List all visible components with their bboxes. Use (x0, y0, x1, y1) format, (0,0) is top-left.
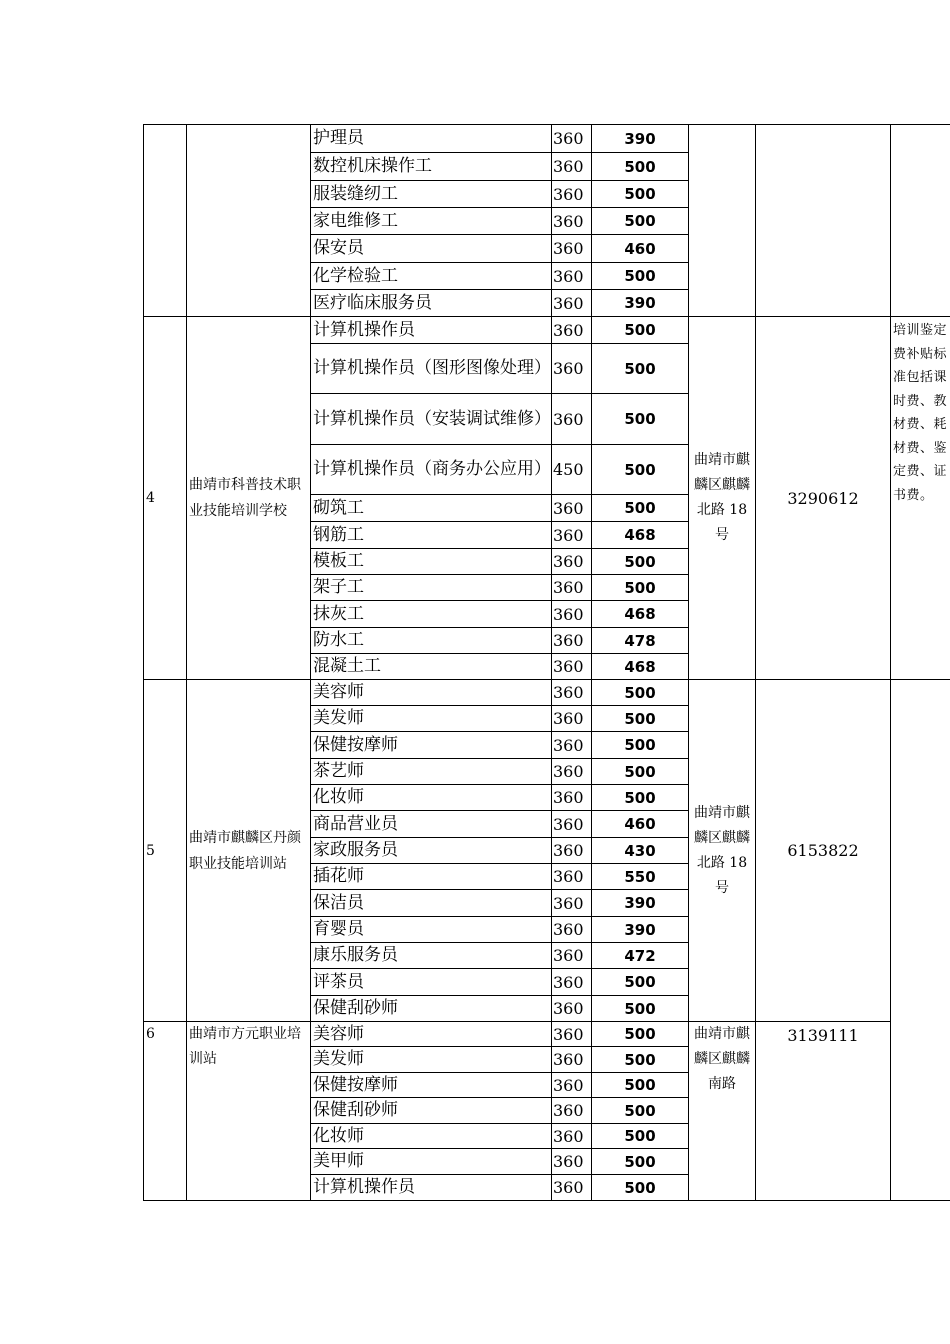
subsidy-note (890, 316, 950, 679)
job-title-text: 计算机操作员（图形图像处理） (313, 358, 551, 378)
job-title (310, 1072, 551, 1097)
job-title (310, 343, 551, 393)
job-title-text: 康乐服务员 (313, 945, 398, 965)
row-number (143, 316, 186, 679)
subsidy-amount (591, 1123, 688, 1148)
training-hours-text: 360 (553, 841, 584, 860)
training-hours (551, 600, 591, 627)
note-cell-lower (890, 679, 950, 1200)
institution-name-text: 曲靖市科普技术职业技能培训学校 (189, 477, 301, 519)
training-hours (551, 393, 591, 444)
subsidy-amount (591, 393, 688, 444)
subsidy-amount-text: 500 (624, 185, 656, 203)
job-title (310, 393, 551, 444)
job-title-text: 数控机床操作工 (313, 156, 432, 176)
institution-address-text: 曲靖市麒麟区麒麟北路 18 号 (694, 452, 750, 543)
subsidy-amount (591, 1097, 688, 1123)
job-title-text: 保健按摩师 (313, 1074, 398, 1095)
job-title-text: 服装缝纫工 (313, 183, 398, 204)
job-title (310, 444, 551, 494)
training-hours-text: 360 (553, 604, 584, 624)
job-title (310, 289, 551, 316)
subsidy-amount-text: 500 (624, 999, 656, 1018)
training-hours-text: 360 (553, 1075, 584, 1095)
institution-address (688, 316, 755, 679)
subsidy-amount-text: 500 (624, 499, 656, 517)
training-hours (551, 968, 591, 995)
subsidy-amount (591, 731, 688, 758)
job-title (310, 837, 551, 863)
institution-address-text: 曲靖市麒麟区麒麟北路 18 号 (694, 804, 750, 896)
job-title (310, 521, 551, 548)
job-title-text: 计算机操作员 (313, 1177, 415, 1197)
subsidy-amount (591, 1174, 688, 1200)
training-hours (551, 627, 591, 653)
training-hours-text: 360 (553, 266, 584, 286)
subsidy-amount (591, 863, 688, 889)
training-hours (551, 916, 591, 942)
job-title (310, 889, 551, 916)
job-title-text: 家政服务员 (313, 840, 398, 860)
subsidy-amount-text: 500 (624, 460, 656, 479)
training-hours (551, 289, 591, 316)
contact-phone-text: 3139111 (787, 1026, 859, 1045)
subsidy-amount (591, 180, 688, 207)
contact-phone (755, 124, 890, 316)
subsidy-amount-text: 500 (624, 552, 656, 571)
training-hours-text: 360 (553, 409, 584, 429)
subsidy-amount-text: 500 (624, 1050, 656, 1069)
training-hours-text: 360 (553, 1024, 584, 1044)
subsidy-amount-text: 472 (624, 946, 656, 965)
subsidy-amount-text: 500 (624, 410, 656, 428)
training-hours-text: 360 (553, 525, 584, 545)
job-title-text: 评茶员 (313, 971, 364, 992)
subsidy-amount (591, 262, 688, 289)
subsidy-amount (591, 942, 688, 968)
subsidy-amount-text: 390 (624, 894, 656, 912)
job-title (310, 207, 551, 234)
subsidy-amount (591, 574, 688, 600)
training-hours-text: 360 (553, 972, 584, 992)
training-hours-text: 360 (553, 498, 584, 518)
job-title (310, 731, 551, 758)
job-title-text: 抹灰工 (313, 603, 364, 624)
job-title (310, 234, 551, 262)
training-hours-text: 360 (553, 920, 584, 939)
job-title (310, 548, 551, 574)
training-hours-text: 450 (553, 460, 584, 479)
training-hours (551, 731, 591, 758)
job-title (310, 968, 551, 995)
training-hours (551, 1046, 591, 1072)
training-hours (551, 180, 591, 207)
subsidy-amount-text: 500 (624, 157, 656, 176)
training-hours (551, 863, 591, 889)
training-hours (551, 784, 591, 810)
subsidy-amount-text: 500 (624, 1127, 656, 1145)
subsidy-amount-text: 430 (624, 841, 656, 860)
training-hours (551, 521, 591, 548)
subsidy-amount-text: 500 (624, 359, 656, 378)
subsidy-amount-text: 500 (624, 762, 656, 781)
job-title (310, 627, 551, 653)
subsidy-amount-text: 500 (624, 578, 656, 597)
institution-name (186, 124, 310, 316)
subsidy-amount-text: 500 (624, 1101, 656, 1120)
job-title-text: 茶艺师 (313, 761, 364, 781)
training-hours-text: 360 (553, 788, 584, 807)
training-hours-text: 360 (553, 657, 584, 676)
subsidy-amount (591, 916, 688, 942)
training-hours-text: 360 (553, 1050, 584, 1069)
subsidy-amount (591, 784, 688, 810)
job-title (310, 1123, 551, 1148)
job-title (310, 574, 551, 600)
job-title (310, 152, 551, 180)
subsidy-amount (591, 968, 688, 995)
training-hours (551, 574, 591, 600)
job-title (310, 758, 551, 784)
job-title (310, 916, 551, 942)
job-title-text: 商品营业员 (313, 813, 398, 834)
subsidy-amount (591, 494, 688, 521)
training-hours (551, 494, 591, 521)
training-hours (551, 653, 591, 679)
training-hours (551, 1021, 591, 1046)
job-title (310, 942, 551, 968)
job-title-text: 保健刮砂师 (313, 1100, 398, 1120)
job-title-text: 模板工 (313, 551, 364, 571)
job-title (310, 1046, 551, 1072)
job-title (310, 784, 551, 810)
training-hours-text: 360 (553, 1126, 584, 1146)
job-title-text: 防水工 (313, 630, 364, 650)
job-title (310, 863, 551, 889)
subsidy-amount-text: 468 (624, 605, 656, 623)
training-hours-text: 360 (553, 762, 584, 781)
job-title (310, 1097, 551, 1123)
subsidy-amount (591, 600, 688, 627)
job-title-text: 家电维修工 (313, 210, 398, 231)
subsidy-amount-text: 500 (624, 683, 656, 702)
job-title (310, 262, 551, 289)
subsidy-amount-text: 460 (624, 815, 656, 833)
job-title (310, 180, 551, 207)
subsidy-amount (591, 705, 688, 731)
job-title-text: 化学检验工 (313, 265, 398, 286)
training-hours-text: 360 (553, 320, 584, 340)
training-hours-text: 360 (553, 683, 584, 702)
subsidy-amount-text: 390 (624, 294, 656, 312)
job-title (310, 316, 551, 343)
job-title-text: 架子工 (313, 577, 364, 597)
institution-name (186, 679, 310, 1021)
training-hours-text: 360 (553, 999, 584, 1018)
training-hours (551, 1148, 591, 1174)
job-title-text: 混凝土工 (313, 656, 381, 676)
subsidy-amount (591, 548, 688, 574)
subsidy-amount (591, 444, 688, 494)
training-hours (551, 207, 591, 234)
training-hours-text: 360 (553, 184, 584, 204)
note-cell-blank (890, 124, 950, 316)
contact-phone-text: 6153822 (787, 841, 859, 860)
training-hours (551, 1174, 591, 1200)
training-hours-text: 360 (553, 578, 584, 597)
subsidy-amount (591, 289, 688, 316)
subsidy-amount (591, 343, 688, 393)
subsidy-amount (591, 316, 688, 343)
subsidy-amount (591, 1021, 688, 1046)
institution-name-text: 曲靖市麒麟区丹颜职业技能培训站 (189, 829, 301, 872)
subsidy-amount-text: 500 (624, 973, 656, 991)
institution-address (688, 124, 755, 316)
subsidy-amount (591, 1046, 688, 1072)
job-title (310, 124, 551, 152)
subsidy-amount (591, 1148, 688, 1174)
training-hours (551, 234, 591, 262)
subsidy-amount-text: 460 (624, 239, 656, 258)
training-hours (551, 837, 591, 863)
subsidy-amount-text: 500 (624, 788, 656, 807)
job-title-text: 保洁员 (313, 892, 364, 913)
subsidy-amount (591, 124, 688, 152)
subsidy-amount (591, 679, 688, 705)
training-hours-text: 360 (553, 1101, 584, 1120)
row-number-text: 4 (146, 490, 155, 506)
subsidy-amount (591, 995, 688, 1021)
subsidy-amount-text: 500 (624, 709, 656, 728)
subsidy-note-text: 培训鉴定费补贴标准包括课时费、教材费、耗材费、鉴定费、证书费。 (893, 323, 948, 503)
training-hours (551, 1097, 591, 1123)
training-hours-text: 360 (553, 1178, 584, 1197)
contact-phone (755, 679, 890, 1021)
training-hours-text: 360 (553, 129, 584, 148)
job-title-text: 美容师 (313, 682, 364, 702)
subsidy-amount-text: 468 (624, 526, 656, 544)
subsidy-amount-text: 500 (624, 736, 656, 754)
institution-name-text: 曲靖市方元职业培训站 (189, 1026, 301, 1067)
job-title (310, 1021, 551, 1046)
training-hours-text: 360 (553, 552, 584, 571)
job-title (310, 1174, 551, 1200)
subsidy-amount (591, 810, 688, 837)
job-title-text: 保健按摩师 (313, 734, 398, 755)
job-title (310, 810, 551, 837)
job-title-text: 保健刮砂师 (313, 998, 398, 1018)
subsidy-amount-text: 500 (624, 1152, 656, 1171)
job-title-text: 计算机操作员（商务办公应用） (313, 459, 551, 479)
training-hours (551, 810, 591, 837)
row-number-text: 5 (146, 842, 155, 859)
job-title-text: 计算机操作员（安装调试维修） (313, 408, 551, 429)
subsidy-amount-text: 500 (624, 212, 656, 230)
job-title-text: 保安员 (313, 238, 364, 258)
subsidy-amount (591, 521, 688, 548)
subsidy-amount (591, 758, 688, 784)
subsidy-amount (591, 837, 688, 863)
contact-phone (755, 1021, 890, 1200)
training-hours-text: 360 (553, 631, 584, 650)
row-number-text: 6 (146, 1026, 155, 1042)
job-title-text: 化妆师 (313, 1125, 364, 1146)
institution-name (186, 1021, 310, 1200)
subsidy-amount-text: 500 (624, 1025, 656, 1043)
training-hours (551, 758, 591, 784)
training-hours (551, 124, 591, 152)
job-title (310, 995, 551, 1021)
training-hours-text: 360 (553, 867, 584, 886)
subsidy-amount (591, 234, 688, 262)
subsidy-amount (591, 207, 688, 234)
training-hours (551, 995, 591, 1021)
subsidy-amount-text: 468 (624, 657, 656, 676)
job-title (310, 705, 551, 731)
job-title-text: 医疗临床服务员 (313, 292, 432, 313)
institution-address (688, 1021, 755, 1200)
job-title (310, 1148, 551, 1174)
training-hours (551, 679, 591, 705)
training-hours-text: 360 (553, 946, 584, 965)
training-hours-text: 360 (553, 359, 584, 378)
training-hours (551, 889, 591, 916)
contact-phone (755, 316, 890, 679)
training-hours (551, 444, 591, 494)
training-hours-text: 360 (553, 1152, 584, 1171)
job-title-text: 钢筋工 (313, 524, 364, 545)
training-hours-text: 360 (553, 893, 584, 913)
training-hours-text: 360 (553, 211, 584, 231)
job-title-text: 育婴员 (313, 919, 364, 939)
job-title-text: 美甲师 (313, 1151, 364, 1171)
job-title (310, 494, 551, 521)
training-hours (551, 262, 591, 289)
institution-address (688, 679, 755, 1021)
subsidy-amount (591, 627, 688, 653)
contact-phone-text: 3290612 (787, 488, 859, 508)
subsidy-amount-text: 390 (624, 920, 656, 939)
row-number (143, 124, 186, 316)
subsidy-amount-text: 500 (624, 267, 656, 285)
subsidy-amount-text: 390 (624, 129, 656, 148)
row-number (143, 679, 186, 1021)
job-title-text: 护理员 (313, 128, 364, 148)
job-title-text: 化妆师 (313, 787, 364, 807)
job-title-text: 插花师 (313, 866, 364, 886)
subsidy-amount (591, 889, 688, 916)
training-hours-text: 360 (553, 735, 584, 755)
training-hours-text: 360 (553, 293, 584, 313)
job-title-text: 美容师 (313, 1023, 364, 1044)
training-hours (551, 152, 591, 180)
training-hours-text: 360 (553, 814, 584, 834)
subsidy-amount-text: 500 (624, 321, 656, 339)
training-hours-text: 360 (553, 239, 584, 258)
training-hours-text: 360 (553, 709, 584, 728)
subsidy-amount-text: 550 (624, 867, 656, 886)
training-hours (551, 548, 591, 574)
job-title (310, 600, 551, 627)
training-hours (551, 1123, 591, 1148)
training-hours-text: 360 (553, 157, 584, 176)
table-bottom-border (143, 1200, 950, 1201)
row-number (143, 1021, 186, 1200)
institution-address-text: 曲靖市麒麟区麒麟南路 (694, 1026, 750, 1092)
job-title (310, 653, 551, 679)
training-hours (551, 705, 591, 731)
training-hours (551, 1072, 591, 1097)
job-title (310, 679, 551, 705)
job-title-text: 砌筑工 (313, 497, 364, 518)
subsidy-amount-text: 500 (624, 1178, 656, 1197)
subsidy-amount-text: 500 (624, 1076, 656, 1094)
job-title-text: 计算机操作员 (313, 319, 415, 340)
job-title-text: 美发师 (313, 708, 364, 728)
institution-name (186, 316, 310, 679)
subsidy-amount (591, 1072, 688, 1097)
training-hours (551, 942, 591, 968)
training-hours (551, 343, 591, 393)
subsidy-amount (591, 152, 688, 180)
subsidy-amount-text: 478 (624, 631, 656, 650)
training-hours (551, 316, 591, 343)
subsidy-amount (591, 653, 688, 679)
job-title-text: 美发师 (313, 1049, 364, 1069)
